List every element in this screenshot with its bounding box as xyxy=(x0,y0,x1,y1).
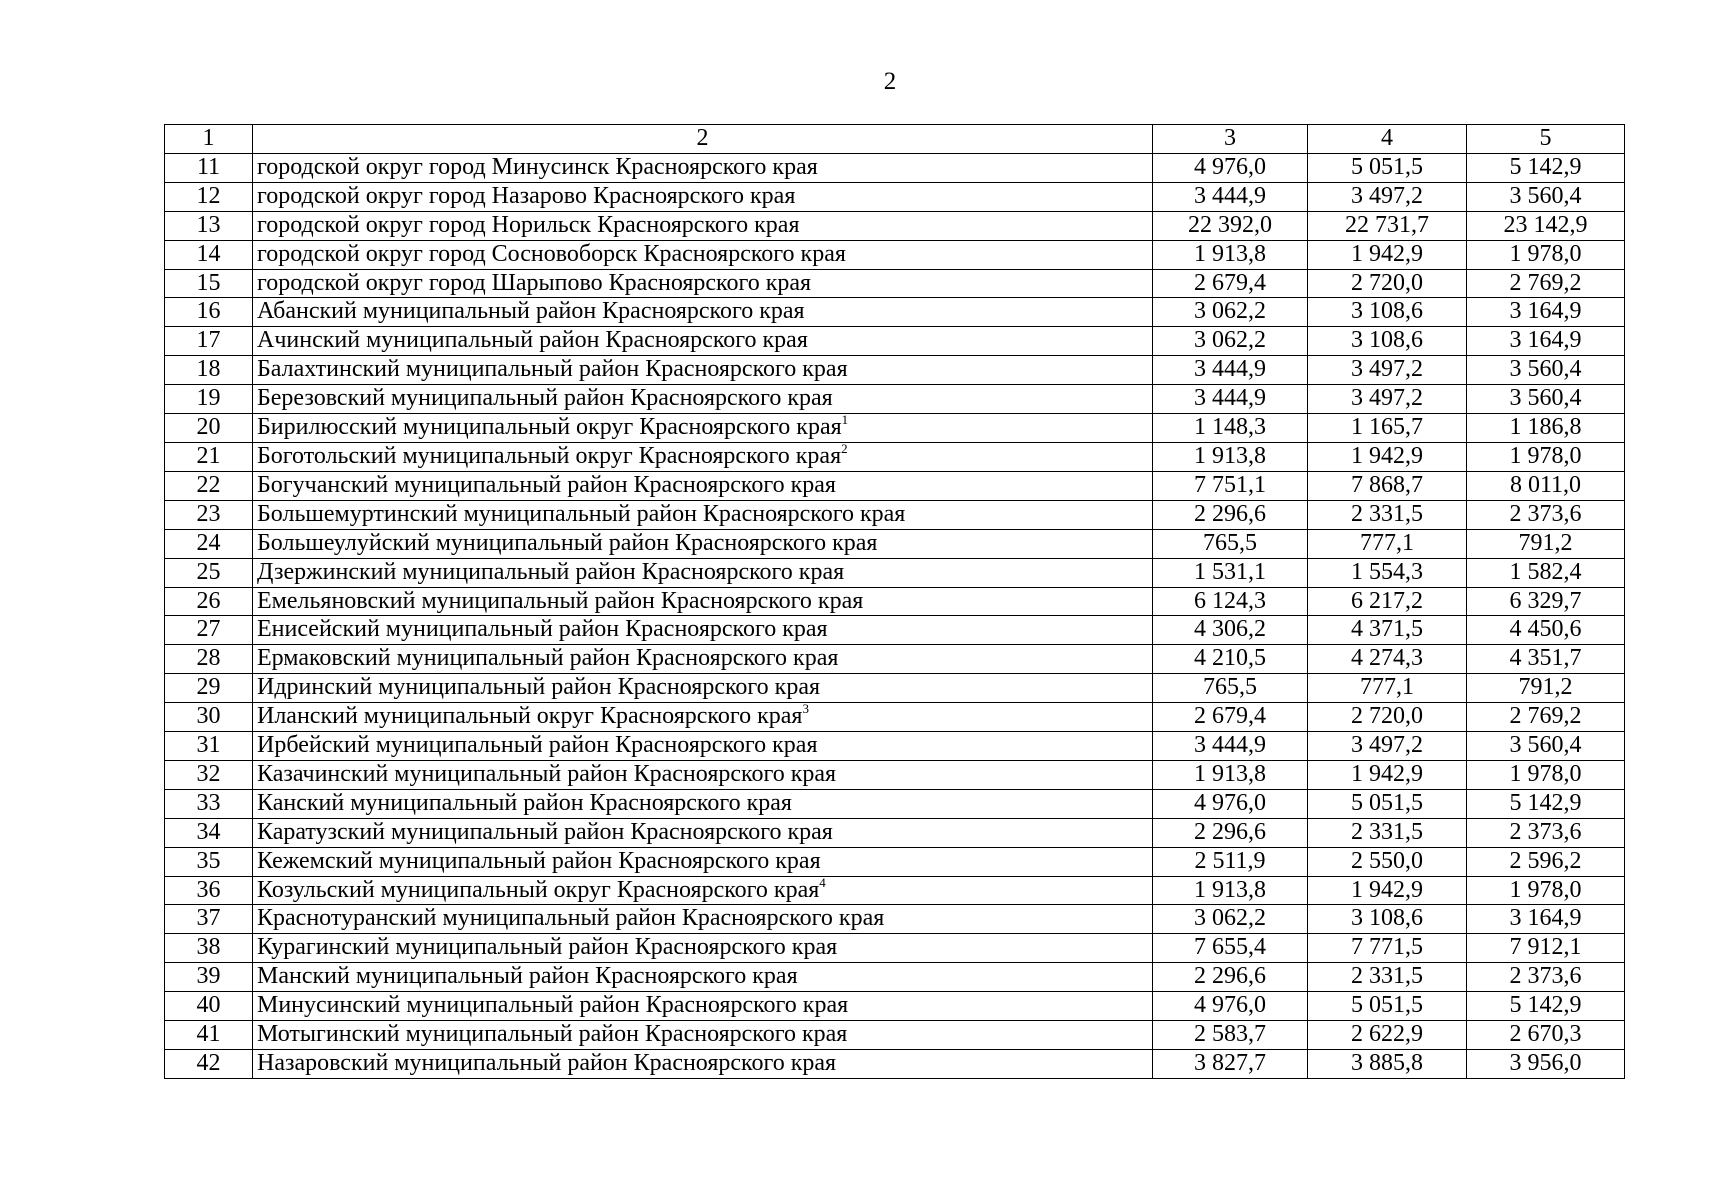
municipality-name: Козульский муниципальный округ Красноярского края xyxy=(257,876,820,903)
municipality-name-cell xyxy=(253,732,1153,761)
value-cell-col5: 3 164,9 xyxy=(1467,905,1625,934)
value-cell-col3: 3 062,2 xyxy=(1153,905,1308,934)
value-cell-col5: 1 978,0 xyxy=(1467,876,1625,905)
row-number-cell: 18 xyxy=(165,356,253,385)
municipality-name: Курагинский муниципальный район Красноярского края xyxy=(257,934,838,961)
row-number-cell: 32 xyxy=(165,760,253,789)
value-cell-col4: 1 942,9 xyxy=(1308,760,1467,789)
municipality-name: Енисейский муниципальный район Красноярского края xyxy=(257,616,828,643)
municipality-name-cell xyxy=(253,153,1153,182)
municipality-name-cell xyxy=(253,934,1153,963)
value-cell-col4: 3 497,2 xyxy=(1308,385,1467,414)
municipality-name: Березовский муниципальный район Красноярского края xyxy=(257,385,833,412)
value-cell-col3: 2 583,7 xyxy=(1153,1021,1308,1050)
value-cell-col5: 2 769,2 xyxy=(1467,703,1625,732)
municipality-name-cell xyxy=(253,356,1153,385)
value-cell-col5: 6 329,7 xyxy=(1467,587,1625,616)
municipality-name-cell xyxy=(253,616,1153,645)
table-row xyxy=(165,182,1625,211)
municipality-name-cell xyxy=(253,760,1153,789)
municipality-name: Манский муниципальный район Красноярского края xyxy=(257,963,798,990)
value-cell-col5: 2 596,2 xyxy=(1467,847,1625,876)
row-number-cell: 23 xyxy=(165,500,253,529)
value-cell-col3: 765,5 xyxy=(1153,674,1308,703)
footnote-marker: 4 xyxy=(819,876,826,890)
value-cell-col4: 3 497,2 xyxy=(1308,182,1467,211)
value-cell-col3: 3 062,2 xyxy=(1153,298,1308,327)
footnote-marker: 2 xyxy=(841,442,848,456)
value-cell-col3: 4 306,2 xyxy=(1153,616,1308,645)
municipality-name: Кежемский муниципальный район Красноярского края xyxy=(257,847,821,874)
municipality-name-cell xyxy=(253,471,1153,500)
value-cell-col5: 2 670,3 xyxy=(1467,1021,1625,1050)
value-cell-col3: 4 976,0 xyxy=(1153,153,1308,182)
municipality-name-cell xyxy=(253,847,1153,876)
row-number-cell: 37 xyxy=(165,905,253,934)
row-number-cell: 13 xyxy=(165,211,253,240)
table-row xyxy=(165,847,1625,876)
row-number-cell: 14 xyxy=(165,240,253,269)
municipality-name-cell xyxy=(253,674,1153,703)
municipality-name: Дзержинский муниципальный район Красноярского края xyxy=(257,558,845,585)
municipality-name-cell xyxy=(253,414,1153,443)
value-cell-col5: 1 582,4 xyxy=(1467,558,1625,587)
table-row xyxy=(165,934,1625,963)
municipality-name-cell xyxy=(253,1021,1153,1050)
value-cell-col4: 2 720,0 xyxy=(1308,269,1467,298)
table-row xyxy=(165,327,1625,356)
municipality-name: Ачинский муниципальный район Красноярского края xyxy=(257,327,808,354)
row-number-cell: 21 xyxy=(165,442,253,471)
page-number: 2 xyxy=(883,68,897,95)
table-row xyxy=(165,616,1625,645)
table-row xyxy=(165,760,1625,789)
value-cell-col3: 4 976,0 xyxy=(1153,789,1308,818)
value-cell-col3: 1 913,8 xyxy=(1153,760,1308,789)
value-cell-col5: 3 956,0 xyxy=(1467,1050,1625,1079)
row-number-cell: 11 xyxy=(165,153,253,182)
value-cell-col3: 3 444,9 xyxy=(1153,385,1308,414)
row-number-cell: 28 xyxy=(165,645,253,674)
row-number-cell: 36 xyxy=(165,876,253,905)
row-number-cell: 30 xyxy=(165,703,253,732)
municipality-name-cell xyxy=(253,992,1153,1021)
municipality-name-cell xyxy=(253,327,1153,356)
municipality-name: Иланский муниципальный округ Красноярского края xyxy=(257,703,803,730)
table-row xyxy=(165,1021,1625,1050)
value-cell-col4: 7 771,5 xyxy=(1308,934,1467,963)
value-cell-col3: 3 062,2 xyxy=(1153,327,1308,356)
row-number-cell: 33 xyxy=(165,789,253,818)
municipality-name: Большеулуйский муниципальный район Красноярского края xyxy=(257,529,878,556)
municipality-name-cell xyxy=(253,963,1153,992)
table-row xyxy=(165,442,1625,471)
value-cell-col4: 1 942,9 xyxy=(1308,240,1467,269)
municipality-name-cell xyxy=(253,500,1153,529)
municipality-name: Большемуртинский муниципальный район Красноярского края xyxy=(257,500,906,527)
value-cell-col5: 23 142,9 xyxy=(1467,211,1625,240)
table-row xyxy=(165,471,1625,500)
municipality-name: Назаровский муниципальный район Красноярского края xyxy=(257,1050,837,1076)
header-cell-col3: 3 xyxy=(1153,125,1308,154)
municipality-name: городской округ город Сосновоборск Красноярского края xyxy=(257,240,846,267)
value-cell-col5: 3 560,4 xyxy=(1467,356,1625,385)
municipality-name: Емельяновский муниципальный район Красноярского края xyxy=(257,587,864,614)
municipality-name-cell xyxy=(253,818,1153,847)
table-row xyxy=(165,240,1625,269)
table-row xyxy=(165,558,1625,587)
municipality-name-cell xyxy=(253,182,1153,211)
table-row xyxy=(165,818,1625,847)
table-row xyxy=(165,500,1625,529)
row-number-cell: 34 xyxy=(165,818,253,847)
value-cell-col3: 7 751,1 xyxy=(1153,471,1308,500)
row-number-cell: 26 xyxy=(165,587,253,616)
value-cell-col3: 2 511,9 xyxy=(1153,847,1308,876)
row-number-cell: 40 xyxy=(165,992,253,1021)
footnote-marker: 3 xyxy=(802,702,809,717)
table-body xyxy=(165,125,1625,1079)
value-cell-col4: 777,1 xyxy=(1308,529,1467,558)
value-cell-col3: 7 655,4 xyxy=(1153,934,1308,963)
value-cell-col4: 2 622,9 xyxy=(1308,1021,1467,1050)
row-number-cell: 41 xyxy=(165,1021,253,1050)
municipality-name-cell xyxy=(253,703,1153,732)
row-number-cell: 15 xyxy=(165,269,253,298)
value-cell-col3: 3 444,9 xyxy=(1153,732,1308,761)
table-header-row xyxy=(165,125,1625,154)
table-row xyxy=(165,529,1625,558)
value-cell-col4: 5 051,5 xyxy=(1308,789,1467,818)
value-cell-col5: 5 142,9 xyxy=(1467,153,1625,182)
value-cell-col5: 4 351,7 xyxy=(1467,645,1625,674)
table-row xyxy=(165,153,1625,182)
municipality-name: Ирбейский муниципальный район Красноярского края xyxy=(257,732,818,759)
municipality-name-cell xyxy=(253,442,1153,471)
value-cell-col5: 2 373,6 xyxy=(1467,963,1625,992)
table-row xyxy=(165,211,1625,240)
value-cell-col4: 1 165,7 xyxy=(1308,414,1467,443)
value-cell-col5: 3 560,4 xyxy=(1467,732,1625,761)
municipality-name-cell xyxy=(253,789,1153,818)
value-cell-col4: 3 108,6 xyxy=(1308,905,1467,934)
value-cell-col3: 2 296,6 xyxy=(1153,963,1308,992)
municipality-name: Минусинский муниципальный район Красноярского края xyxy=(257,992,849,1019)
value-cell-col5: 7 912,1 xyxy=(1467,934,1625,963)
table-row xyxy=(165,385,1625,414)
table-row xyxy=(165,789,1625,818)
row-number-cell: 42 xyxy=(165,1050,253,1079)
municipality-name: Бирилюсский муниципальный округ Красноярского края xyxy=(257,414,842,441)
municipality-name-cell xyxy=(253,587,1153,616)
table-row xyxy=(165,269,1625,298)
row-number-cell: 27 xyxy=(165,616,253,645)
value-cell-col4: 777,1 xyxy=(1308,674,1467,703)
municipality-name-cell xyxy=(253,905,1153,934)
value-cell-col5: 791,2 xyxy=(1467,529,1625,558)
value-cell-col3: 4 976,0 xyxy=(1153,992,1308,1021)
table-row xyxy=(165,992,1625,1021)
row-number-cell: 19 xyxy=(165,385,253,414)
value-cell-col5: 3 560,4 xyxy=(1467,385,1625,414)
municipality-name: Мотыгинский муниципальный район Красноярского края xyxy=(257,1021,848,1048)
table-row xyxy=(165,645,1625,674)
table-row xyxy=(165,1050,1625,1079)
value-cell-col4: 5 051,5 xyxy=(1308,992,1467,1021)
row-number-cell: 16 xyxy=(165,298,253,327)
municipality-name: Богучанский муниципальный район Красноярского края xyxy=(257,471,836,498)
value-cell-col5: 2 373,6 xyxy=(1467,500,1625,529)
municipality-name: Абанский муниципальный район Красноярского края xyxy=(257,298,805,325)
municipality-name: Краснотуранский муниципальный район Красноярского края xyxy=(257,905,885,932)
table-row xyxy=(165,356,1625,385)
value-cell-col4: 3 885,8 xyxy=(1308,1050,1467,1079)
value-cell-col4: 1 942,9 xyxy=(1308,876,1467,905)
value-cell-col5: 791,2 xyxy=(1467,674,1625,703)
value-cell-col3: 6 124,3 xyxy=(1153,587,1308,616)
value-cell-col5: 1 186,8 xyxy=(1467,414,1625,443)
row-number-cell: 35 xyxy=(165,847,253,876)
value-cell-col4: 2 550,0 xyxy=(1308,847,1467,876)
value-cell-col4: 5 051,5 xyxy=(1308,153,1467,182)
value-cell-col3: 2 679,4 xyxy=(1153,269,1308,298)
table-row xyxy=(165,414,1625,443)
municipality-name-cell xyxy=(253,385,1153,414)
municipality-name: городской округ город Минусинск Красноярского края xyxy=(257,153,818,180)
municipality-name-cell xyxy=(253,529,1153,558)
municipal-data-table xyxy=(164,124,1625,1079)
value-cell-col4: 22 731,7 xyxy=(1308,211,1467,240)
footnote-marker: 1 xyxy=(841,413,849,428)
value-cell-col5: 5 142,9 xyxy=(1467,789,1625,818)
value-cell-col4: 3 497,2 xyxy=(1308,356,1467,385)
value-cell-col3: 4 210,5 xyxy=(1153,645,1308,674)
value-cell-col5: 1 978,0 xyxy=(1467,442,1625,471)
municipality-name: городской округ город Назарово Красноярского края xyxy=(257,182,796,209)
value-cell-col3: 765,5 xyxy=(1153,529,1308,558)
value-cell-col3: 1 913,8 xyxy=(1153,442,1308,471)
value-cell-col4: 2 331,5 xyxy=(1308,963,1467,992)
row-number-cell: 38 xyxy=(165,934,253,963)
municipality-name: городской округ город Норильск Красноярского края xyxy=(257,211,800,238)
value-cell-col3: 1 531,1 xyxy=(1153,558,1308,587)
table-row xyxy=(165,905,1625,934)
municipality-name: Боготольский муниципальный округ Красноярского края xyxy=(257,442,842,469)
row-number-cell: 12 xyxy=(165,182,253,211)
value-cell-col3: 3 444,9 xyxy=(1153,356,1308,385)
value-cell-col5: 2 769,2 xyxy=(1467,269,1625,298)
row-number-cell: 31 xyxy=(165,732,253,761)
header-cell-col5: 5 xyxy=(1467,125,1625,154)
value-cell-col5: 5 142,9 xyxy=(1467,992,1625,1021)
value-cell-col3: 1 148,3 xyxy=(1153,414,1308,443)
value-cell-col4: 2 720,0 xyxy=(1308,703,1467,732)
value-cell-col3: 2 296,6 xyxy=(1153,818,1308,847)
row-number-cell: 20 xyxy=(165,414,253,443)
municipality-name-cell xyxy=(253,645,1153,674)
value-cell-col5: 3 164,9 xyxy=(1467,298,1625,327)
municipality-name-cell xyxy=(253,269,1153,298)
value-cell-col3: 2 296,6 xyxy=(1153,500,1308,529)
value-cell-col3: 1 913,8 xyxy=(1153,240,1308,269)
value-cell-col5: 3 164,9 xyxy=(1467,327,1625,356)
value-cell-col4: 7 868,7 xyxy=(1308,471,1467,500)
value-cell-col5: 1 978,0 xyxy=(1467,240,1625,269)
municipality-name: городской округ город Шарыпово Красноярского края xyxy=(257,269,812,296)
value-cell-col5: 1 978,0 xyxy=(1467,760,1625,789)
municipality-name: Ермаковский муниципальный район Красноярского края xyxy=(257,645,839,672)
header-cell-col4: 4 xyxy=(1308,125,1467,154)
value-cell-col4: 4 371,5 xyxy=(1308,616,1467,645)
value-cell-col4: 2 331,5 xyxy=(1308,500,1467,529)
municipality-name-cell xyxy=(253,558,1153,587)
table-row xyxy=(165,963,1625,992)
value-cell-col5: 4 450,6 xyxy=(1467,616,1625,645)
row-number-cell: 17 xyxy=(165,327,253,356)
table-row xyxy=(165,732,1625,761)
table-row xyxy=(165,298,1625,327)
municipality-name: Казачинский муниципальный район Красноярского края xyxy=(257,760,837,787)
municipality-name: Каратузский муниципальный район Красноярского края xyxy=(257,818,833,845)
municipality-name-cell xyxy=(253,211,1153,240)
row-number-cell: 39 xyxy=(165,963,253,992)
value-cell-col4: 3 108,6 xyxy=(1308,327,1467,356)
value-cell-col5: 2 373,6 xyxy=(1467,818,1625,847)
row-number-cell: 24 xyxy=(165,529,253,558)
value-cell-col3: 22 392,0 xyxy=(1153,211,1308,240)
row-number-cell: 29 xyxy=(165,674,253,703)
value-cell-col4: 3 497,2 xyxy=(1308,732,1467,761)
header-cell-col2: 2 xyxy=(253,125,1153,154)
municipality-name: Идринский муниципальный район Красноярского края xyxy=(257,674,821,701)
municipality-name-cell xyxy=(253,1050,1153,1079)
value-cell-col5: 8 011,0 xyxy=(1467,471,1625,500)
value-cell-col3: 1 913,8 xyxy=(1153,876,1308,905)
table-row xyxy=(165,703,1625,732)
header-cell-col1: 1 xyxy=(165,125,253,154)
municipality-name: Канский муниципальный район Красноярского края xyxy=(257,789,792,816)
table-row xyxy=(165,876,1625,905)
table-row xyxy=(165,674,1625,703)
value-cell-col4: 2 331,5 xyxy=(1308,818,1467,847)
value-cell-col4: 4 274,3 xyxy=(1308,645,1467,674)
value-cell-col4: 6 217,2 xyxy=(1308,587,1467,616)
value-cell-col4: 1 942,9 xyxy=(1308,442,1467,471)
municipality-name: Балахтинский муниципальный район Красноярского края xyxy=(257,356,848,383)
value-cell-col3: 2 679,4 xyxy=(1153,703,1308,732)
value-cell-col4: 1 554,3 xyxy=(1308,558,1467,587)
value-cell-col5: 3 560,4 xyxy=(1467,182,1625,211)
value-cell-col4: 3 108,6 xyxy=(1308,298,1467,327)
municipality-name-cell xyxy=(253,298,1153,327)
municipality-name-cell xyxy=(253,876,1153,905)
value-cell-col3: 3 827,7 xyxy=(1153,1050,1308,1079)
row-number-cell: 22 xyxy=(165,471,253,500)
value-cell-col3: 3 444,9 xyxy=(1153,182,1308,211)
municipality-name-cell xyxy=(253,240,1153,269)
row-number-cell: 25 xyxy=(165,558,253,587)
table-row xyxy=(165,587,1625,616)
